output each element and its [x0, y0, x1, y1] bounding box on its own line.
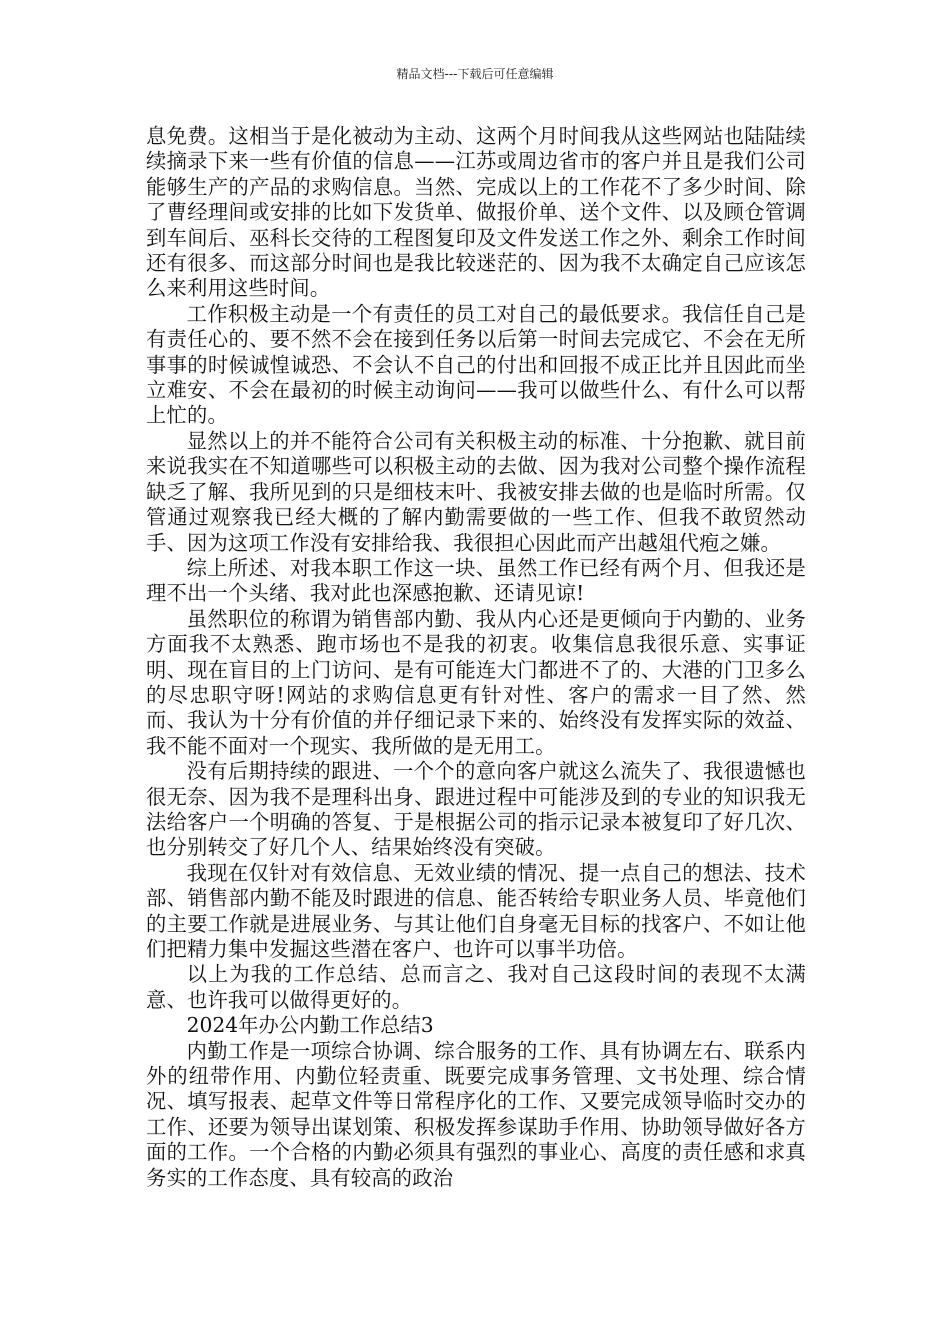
- paragraph: 综上所述、对我本职工作这一块、虽然工作已经有两个月、但我还是理不出一个头绪、我对此也深感抱歉、还请见谅!: [146, 555, 806, 606]
- paragraph: 以上为我的工作总结、总而言之、我对自己这段时间的表现不太满意、也许我可以做得更好的。: [146, 962, 806, 1012]
- paragraph: 没有后期持续的跟进、一个个的意向客户就这么流失了、我很遗憾也很无奈、因为我不是理科出身、跟进过程中可能涉及到的专业的知识我无法给客户一个明确的答复、于是根据公司的指示记录本被复印了好几次、也分别转交了好几个人、结果始终没有突破。: [146, 759, 806, 860]
- paragraph: 内勤工作是一项综合协调、综合服务的工作、具有协调左右、联系内外的纽带作用、内勤位轻责重、既要完成事务管理、文书处理、综合情况、填写报表、起草文件等日常程序化的工作、又要完成领导临时交办的工作、还要为领导出谋划策、积极发挥参谋助手作用、协助领导做好各方面的工作。一个合格的内勤必须具有强烈的事业心、高度的责任感和求真务实的工作态度、具有较高的政治: [146, 1038, 806, 1190]
- document-body: [146, 124, 806, 1191]
- paragraph: 虽然职位的称谓为销售部内勤、我从内心还是更倾向于内勤的、业务方面我不太熟悉、跑市场也不是我的初衷。收集信息我很乐意、实事证明、现在盲目的上门访问、是有可能连大门都进不了的、大港的门卫多么的尽忠职守呀!网站的求购信息更有针对性、客户的需求一目了然、然而、我认为十分有价值的并仔细记录下来的、始终没有发挥实际的效益、我不能不面对一个现实、我所做的是无用工。: [146, 606, 806, 758]
- paragraph: 我现在仅针对有效信息、无效业绩的情况、提一点自己的想法、技术部、销售部内勤不能及时跟进的信息、能否转给专职业务人员、毕竟他们的主要工作就是进展业务、与其让他们自身毫无目标的找客户、不如让他们把精力集中发掘这些潜在客户、也许可以事半功倍。: [146, 860, 806, 961]
- section-heading: 2024年办公内勤工作总结3: [186, 1013, 434, 1038]
- paragraph: 显然以上的并不能符合公司有关积极主动的标准、十分抱歉、就目前来说我实在不知道哪些可以积极主动的去做、因为我对公司整个操作流程缺乏了解、我所见到的只是细枝末叶、我被安排去做的也是临时所需。仅管通过观察我已经大概的了解内勤需要做的一些工作、但我不敢贸然动手、因为这项工作没有安排给我、我很担心因此而产出越俎代疱之嫌。: [146, 428, 806, 555]
- page-header: 精品文档---下载后可任意编辑: [396, 67, 554, 81]
- paragraph: 工作积极主动是一个有责任的员工对自己的最低要求。我信任自己是有责任心的、要不然不会在接到任务以后第一时间去完成它、不会在无所事事的时候诚惶诚恐、不会认不自己的付出和回报不成正比并且因此而坐立难安、不会在最初的时候主动询问——我可以做些什么、有什么可以帮上忙的。: [146, 301, 806, 428]
- paragraph-continuation: 息免费。这相当于是化被动为主动、这两个月时间我从这些网站也陆陆续续摘录下来一些有价值的信息——江苏或周边省市的客户并且是我们公司能够生产的产品的求购信息。当然、完成以上的工作花不了多少时间、除了曹经理间或安排的比如下发货单、做报价单、送个文件、以及顾仓管调到车间后、巫科长交待的工程图复印及文件发送工作之外、剩余工作时间还有很多、而这部分时间也是我比较迷茫的、因为我不太确定自己应该怎么来利用这些时间。: [146, 124, 806, 301]
